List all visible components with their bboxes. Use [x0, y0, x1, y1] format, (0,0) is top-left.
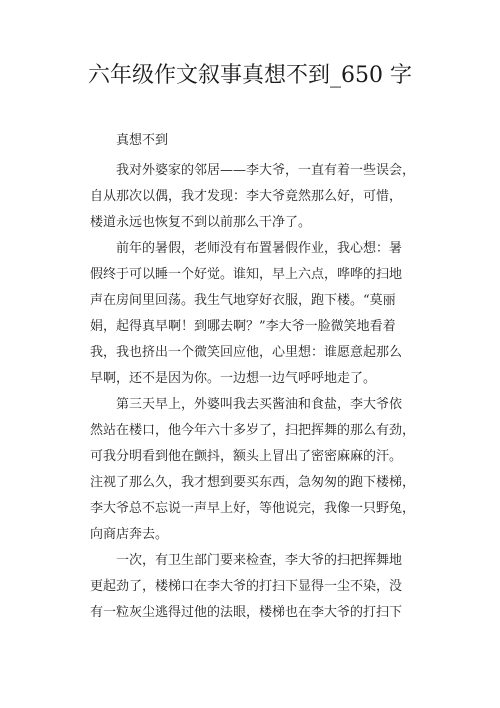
text-line: 向商店奔去。 [90, 527, 169, 542]
text-line: 真想不到 [116, 133, 169, 148]
text-line: 然站在楼口，他今年六十多岁了，扫把挥舞的那么有劲， [90, 423, 416, 438]
text-line: 我，我也挤出一个微笑回应他，心里想：谁愿意起那么 [90, 345, 403, 360]
paragraph [90, 392, 420, 548]
text-line: 我对外婆家的邻居——李大爷，一直有着一些误会， [116, 163, 416, 178]
text-line: 自从那次以偶，我才发现：李大爷竟然那么好，可惜， [90, 189, 403, 204]
paragraph [90, 236, 420, 392]
text-line: 更起劲了，楼梯口在李大爷的打扫下显得一尘不染，没 [90, 579, 403, 594]
text-line: 注视了那么久，我才想到要买东西，急匆匆的跑下楼梯， [90, 475, 416, 490]
text-line: 第三天早上，外婆叫我去买酱油和食盐，李大爷依 [116, 397, 403, 412]
text-line: 声在房间里回荡。我生气地穿好衣服，跑下楼。“莫丽 [90, 293, 396, 308]
text-line: 假终于可以睡一个好觉。谁知，早上六点，哗哗的扫地 [90, 267, 403, 282]
document-body [90, 128, 420, 626]
paragraph [90, 158, 420, 236]
document-title: 六年级作文叙事真想不到_650 字 [88, 63, 412, 88]
text-line: 早啊，还不是因为你。一边想一边气呼呼地走了。 [90, 371, 377, 386]
text-line: 一次，有卫生部门要来检查，李大爷的扫把挥舞地 [116, 553, 403, 568]
text-line: 有一粒灰尘逃得过他的法眼，楼梯也在李大爷的打扫下 [90, 605, 403, 620]
text-line: 娟，起得真早啊！到哪去啊？”李大爷一脸微笑地看着 [90, 319, 396, 334]
text-line: 可我分明看到他在颤抖，额头上冒出了密密麻麻的汗。 [90, 449, 403, 464]
text-line: 楼道永远也恢复不到以前那么干净了。 [90, 215, 312, 230]
subtitle-paragraph [90, 128, 420, 154]
text-line: 李大爷总不忘说一声早上好，等他说完，我像一只野兔， [90, 501, 416, 516]
text-line: 前年的暑假，老师没有布置暑假作业，我心想：暑 [116, 241, 403, 256]
paragraph [90, 548, 420, 626]
